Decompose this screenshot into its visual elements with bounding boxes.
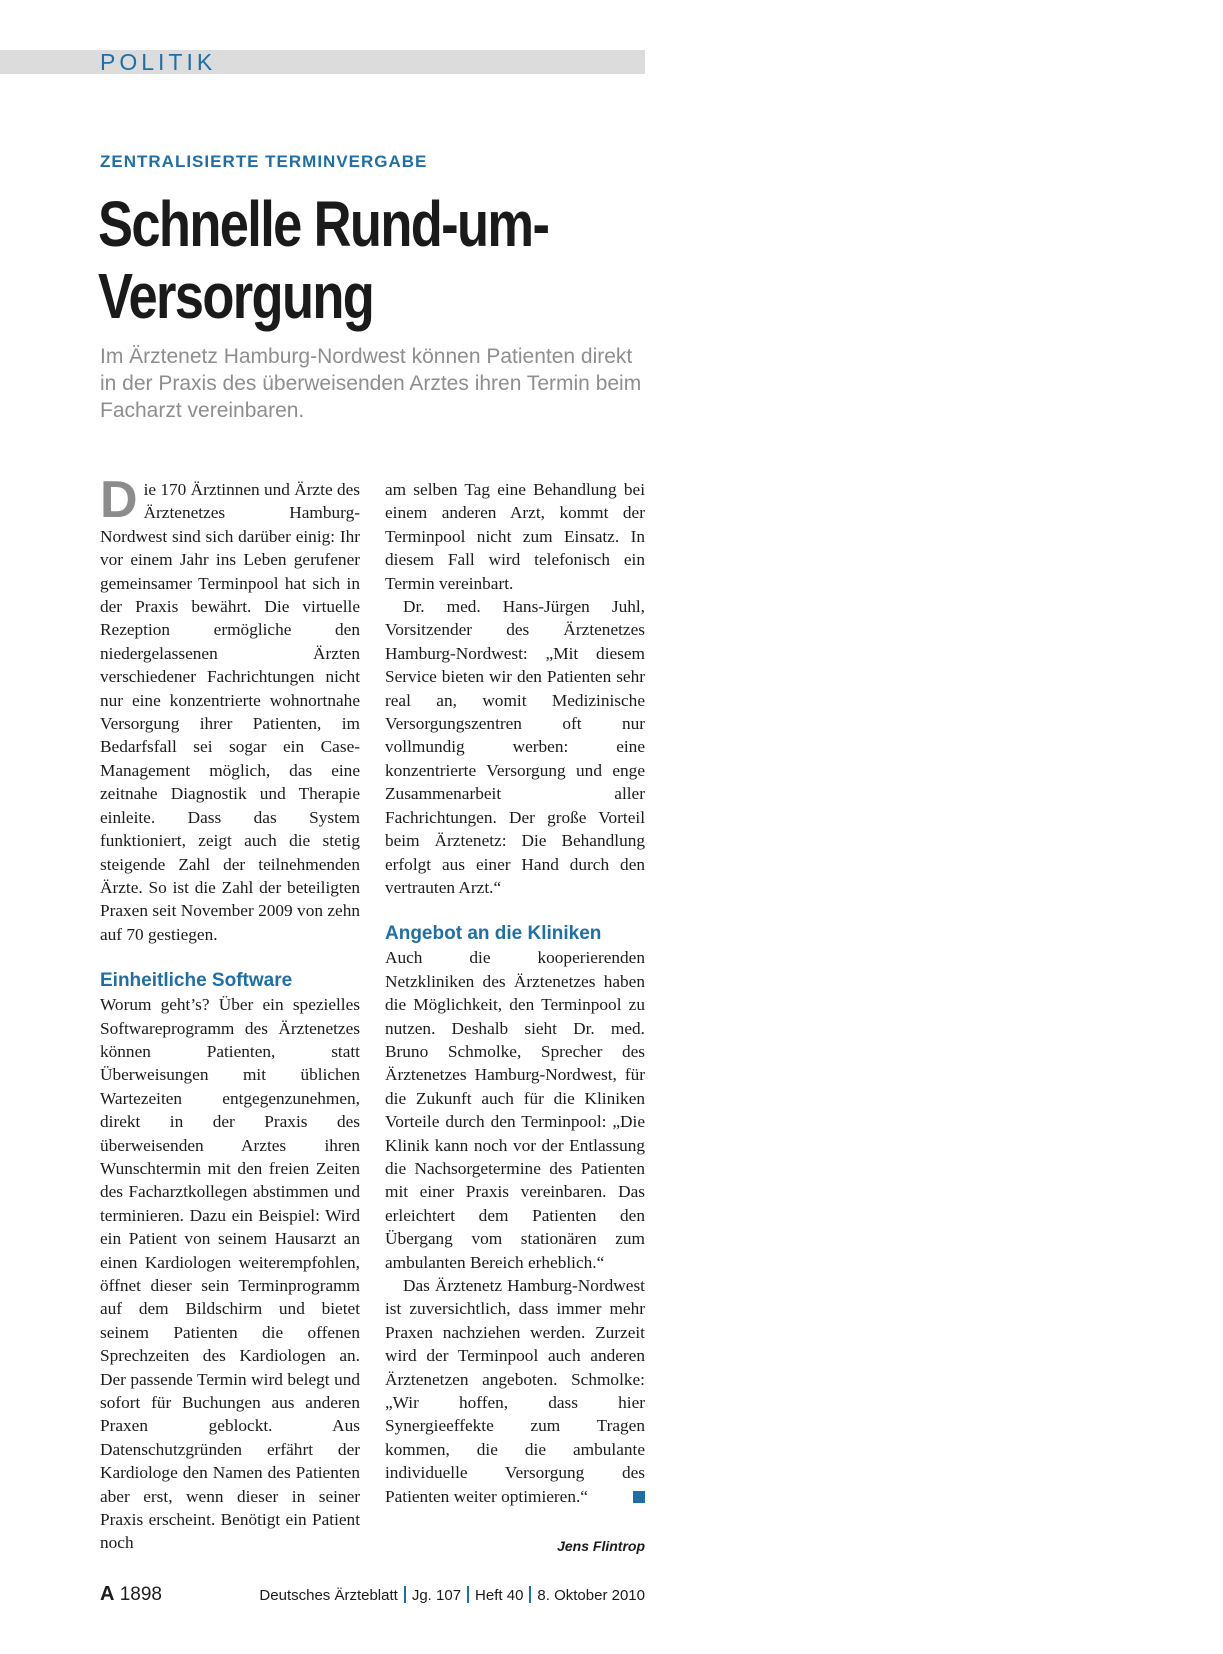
article-column-1 bbox=[100, 471, 360, 1555]
page-number bbox=[100, 1583, 162, 1606]
section-label: POLITIK bbox=[100, 49, 217, 75]
article-title bbox=[98, 188, 557, 332]
end-mark-icon bbox=[633, 1491, 645, 1503]
paragraph bbox=[100, 471, 360, 946]
author-byline: Jens Flintrop bbox=[557, 1538, 645, 1554]
separator bbox=[404, 1586, 406, 1603]
paragraph: Worum geht’s? Über ein spezielles Softwareprogramm des Ärztenetzes können Patienten, statt Überweisungen mit üblichen Wartezeiten entgegenzunehmen, direkt in der Praxis des überweisenden Arztes ihren Wunschtermin mit den freien Zeiten des Facharztkollegen abstimmen und terminieren. Dazu ein Beispiel: Wird ein Patient von seinem Hausarzt an einen Kardiologen weiterempfohlen, öffnet dieser sein Terminprogramm auf dem Bildschirm und bietet seinem Patienten die offenen Sprechzeiten des Kardiologen an. Der passende Termin wird belegt und sofort für Buchungen aus anderen Praxen geblockt. Aus Datenschutzgründen erfährt der Kardiologe den Namen des Patienten aber erst, wenn dieser in seiner Praxis erscheint. Benötigt ein Patient noch bbox=[100, 995, 360, 1553]
paragraph: Auch die kooperierenden Netzkliniken des Ärztenetzes haben die Möglichkeit, den Terminpool zu nutzen. Deshalb sieht Dr. med. Bruno Schmolke, Sprecher des Ärztenetzes Hamburg-Nordwest, für die Zukunft auch für die Kliniken Vorteile durch den Terminpool: „Die Klinik kann noch vor der Entlassung die Nachsorgetermine des Patienten mit einer Praxis vereinbaren. Das erleichtert dem Patienten den Übergang vom stationären zum ambulanten Bereich erheblich.“ bbox=[385, 948, 645, 1272]
separator bbox=[467, 1586, 469, 1603]
journal-date: 8. Oktober 2010 bbox=[537, 1587, 645, 1604]
article-kicker: ZENTRALISIERTE TERMINVERGABE bbox=[100, 152, 428, 171]
drop-cap: D bbox=[100, 471, 138, 529]
journal-footer bbox=[259, 1586, 645, 1604]
subheading-kliniken: Angebot an die Kliniken bbox=[385, 923, 602, 945]
paragraph-text: Das Ärztenetz Hamburg-Nordwest ist zuversichtlich, dass immer mehr Praxen nachziehen werden. Zurzeit wird der Terminpool auch anderen Ärztenetzen angeboten. Schmolke: „Wir hoffen, dass hier Synergieeffekte zum Tragen kommen, die die ambulante individuelle Versorgung des Patienten weiter optimieren.“ bbox=[385, 1276, 645, 1506]
separator bbox=[529, 1586, 531, 1603]
paragraph bbox=[385, 1274, 645, 1508]
journal-name: Deutsches Ärzteblatt bbox=[259, 1587, 398, 1604]
paragraph: am selben Tag eine Behandlung bei einem anderen Arzt, kommt der Terminpool nicht zum Einsatz. In diesem Fall wird telefonisch ein Termin vereinbart. bbox=[385, 480, 645, 593]
subheading-software: Einheitliche Software bbox=[100, 970, 293, 992]
paragraph-text: ie 170 Ärztinnen und Ärzte des Ärztenetzes Hamburg-Nordwest sind sich darüber einig: Ihr vor einem Jahr ins Leben gerufener gemeinsamer Terminpool hat sich in der Praxis bewährt. Die virtuelle Rezeption ermögliche den niedergelassenen Ärzten verschiedener Fachrichtungen nicht nur eine konzentrierte wohnortnahe Versorgung ihrer Patienten, im Bedarfsfall sei sogar ein Case-Management möglich, das eine zeitnahe Diagnostik und Therapie einleite. Dass das System funktioniert, zeigt auch die stetig steigende Zahl der teilnehmenden Ärzte. So ist die Zahl der beteiligten Praxen seit November 2009 von zehn auf 70 gestiegen. bbox=[100, 480, 360, 944]
journal-issue: Heft 40 bbox=[475, 1587, 524, 1604]
page-number-value: 1898 bbox=[119, 1584, 163, 1605]
page-prefix: A bbox=[100, 1583, 115, 1605]
title-line-2: Versorgung bbox=[98, 260, 374, 332]
article-lead: Im Ärztenetz Hamburg-Nordwest können Patienten direkt in der Praxis des überweisenden Arztes ihren Termin beim Facharzt vereinbaren. bbox=[100, 345, 642, 422]
section-bar bbox=[0, 50, 645, 74]
paragraph: Dr. med. Hans-Jürgen Juhl, Vorsitzender des Ärztenetzes Hamburg-Nordwest: „Mit diesem Service bieten wir den Patienten sehr real an, womit Medizinische Versorgungszentren oft nur vollmundig werben: eine konzentrierte Versorgung und enge Zusammenarbeit aller Fachrichtungen. Der große Vorteil beim Ärztenetz: Die Behandlung erfolgt aus einer Hand durch den vertrauten Arzt.“ bbox=[385, 597, 645, 897]
title-line-1: Schnelle Rund-um- bbox=[98, 188, 549, 260]
journal-volume: Jg. 107 bbox=[411, 1587, 462, 1604]
article-column-2 bbox=[385, 478, 645, 1508]
